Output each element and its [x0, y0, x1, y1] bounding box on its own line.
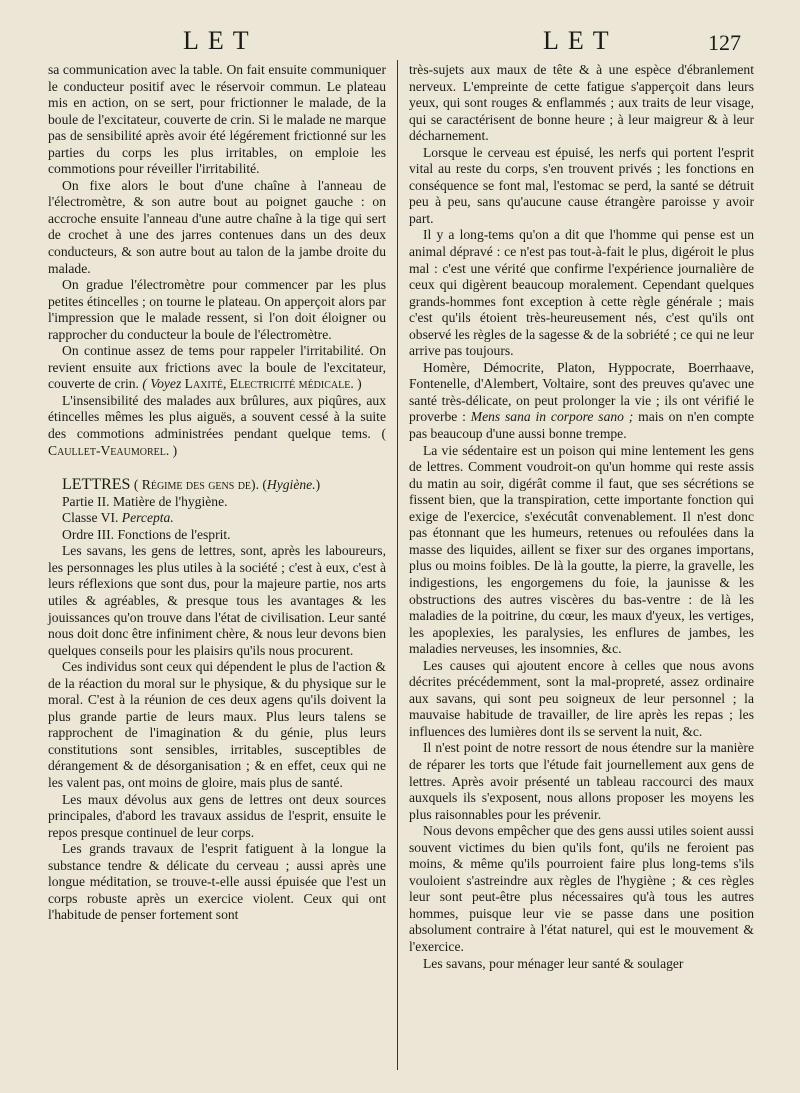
classification-ordre: Ordre III. Fonctions de l'esprit. [62, 526, 231, 542]
paragraph: Lorsque le cerveau est épuisé, les nerfs qui portent l'esprit vital au reste du corps, s'en trouvent privés ; les fonctions en conséquence se font mal, l'estomac se perd, la santé se détruit peu à peu, sans qu'aucune cause étrangère paroisse y avoir part. [409, 144, 754, 226]
paragraph: sa communication avec la table. On fait ensuite communiquer le conducteur positif avec le réservoir commun. Le plateau mis en action, on se sert, pour frictionner le malade, de la boule de l'excitateur, couverte de crin. Si le malade ne marque pas de sensibilité après avoir été légérement frictionné sur les parties du corps les plus irritables, on emploie les commotions pour réveiller l'irritabilité. [48, 62, 386, 177]
paragraph: Les causes qui ajoutent encore à celles que nous avons décrites précédemment, sont la mal-propreté, assez ordinaire aux savans, qui sont peu soigneux de leur personnel ; la mauvaise habitude de travailler, de lire après les repas ; les influences des lumières dont ils se servent la nuit, &c. [409, 657, 754, 739]
latin-proverb: Mens sana in corpore sano ; [470, 409, 634, 425]
paragraph-text: mais on n'en compte pas beaucoup d'une aussi bonne trempe. [409, 409, 754, 442]
article-category: Hygiène. [266, 477, 316, 493]
paragraph: Les maux dévolus aux gens de lettres ont deux sources principales, d'abord les travaux assidus de l'esprit, ensuite le repos presque continuel de leur corps. [48, 791, 386, 840]
article-heading [48, 477, 386, 494]
paragraph [48, 393, 386, 459]
paragraph-text: Homère, Démocrite, Platon, Hyppocrate, Boerrhaave, Fontenelle, d'Alembert, Voltaire, sont des preuves qu'avec une santé très-délicate, on peut prolonger la vie ; ils ont vérifié le proverbe : [409, 359, 754, 425]
paragraph: La vie sédentaire est un poison qui mine lentement les gens de lettres. Comment voudroit-on qu'un homme qui reste assis du matin au soir, digérât comme il faut, que ses sécrétions se fissent bien, que la transpiration, cette importante fonction qui exige de l'exercice, s'exécutât convenablement. Il n'est donc pas étonnant que les humeurs, retenues ou refoulées dans la masse des liquides, aillent se fixer sur des organes importans, plus ou moins foibles. De là la goutte, la pierre, la gravelle, les indigestions, les engorgemens du foie, la jaunisse & les obstructions des autres viscères du bas-ventre : de là les maladies de la poitrine, du cœur, les maux d'yeux, les vertiges, les apoplexies, les paralysies, les enflures de jambes, les maladies nerveuses, les insomnies, &c. [409, 442, 754, 657]
heading-paren: ) [315, 477, 321, 493]
paragraph: Il y a long-tems qu'on a dit que l'homme qui pense est un animal dépravé : ce n'est pas tout-à-fait le plus, digéroit le plus mal : c'est une vérité que confirme l'expérience journalière de ceux qui digèrent beaucoup moralement. Cependant quelques grands-hommes font exception à cette règle générale ; mais c'est qu'ils étoient très-heureusement nés, c'est qu'ils ont observé les règles de la sagesse & de la sobriété ; ce qui ne leur arrive pas toujours. [409, 227, 754, 359]
paragraph: Les savans, les gens de lettres, sont, après les laboureurs, les personnages les plus utiles à la société ; c'est à eux, c'est à leurs réflexions que sont dus, pour la majeure partie, nos arts utiles & agréables, & presque tous les avantages & les jouissances qu'on trouve dans l'état de civilisation. Leur santé nous doit donc être infiniment chère, & nous leur devons bien quelques conseils pour les plaisirs qu'ils nous procurent. [48, 543, 386, 658]
column-rule [397, 60, 398, 1070]
paragraph: Les grands travaux de l'esprit fatiguent à la longue la substance tendre & délicate du cerveau ; aussi après une longue méditation, se trouve-t-elle aussi épuisée que l'est un corps robuste après un exercice violent. Ceux qui ont l'habitude de penser fortement sont [48, 841, 386, 923]
article-title: LETTRES [62, 476, 131, 494]
paragraph-text: L'insensibilité des malades aux brûlures, aux piqûres, aux étincelles mêmes les plus aiguës, a souvent cessé à la suite des commotions administrées pendant quelque tems. ( [48, 392, 386, 442]
paragraph-text: On continue assez de tems pour rappeler l'irritabilité. On revient ensuite aux frictions avec la boule de l'excitateur, couverte de crin. [48, 343, 386, 392]
author-signature: Caullet-Veaumorel. [48, 442, 170, 458]
article-subject: Régime des gens de [141, 477, 252, 493]
classe-label: Classe VI. [62, 510, 119, 526]
article-title-line [48, 477, 386, 494]
paragraph: Ces individus sont ceux qui dépendent le plus de l'action & de la réaction du moral sur le physique, & du physique sur le moral. C'est à la réunion de ces deux agens qu'ils doivent la plus grande partie de leurs maux. Plus leurs talens se rapprochent de l'imagination & du génie, plus leurs constitutions sont sensibles, irritables, susceptibles de dérangement & de désorganisation ; & en effet, ceux qui ne les valent pas, ont moins de gloire, mais plus de santé. [48, 659, 386, 790]
header-left-word: LET [183, 26, 258, 55]
classification-classe [48, 510, 386, 527]
paragraph: très-sujets aux maux de tête & à une espèce d'ébranlement nerveux. L'empreinte de cette fatigue s'apperçoit dans leurs yeux, qui sont rouges & enflammés ; aux traits de leur visage, qui se caractérisent de bonne heure ; à leur maigreur & à leur décharnement. [409, 62, 754, 144]
page-number: 127 [708, 30, 741, 55]
classe-value: Percepta. [121, 510, 174, 526]
reference-close: ) [357, 376, 362, 392]
paragraph [409, 360, 754, 443]
right-column [409, 62, 754, 972]
paragraph: On gradue l'électromètre pour commencer par les plus petites étincelles ; on tourne le plateau. On apperçoit alors par l'impression que le malade ressent, si l'on doit éloigner ou rapprocher du conducteur la boule de l'électromètre. [48, 277, 386, 342]
paragraph: Nous devons empêcher que des gens aussi utiles soient aussi souvent victimes du bien qu'ils font, qu'ils ne feroient pas moins, & même qu'ils pourroient faire plus long-tems s'ils vouloient s'astreindre aux règles de l'hygiène ; & ces règles leur sont peut-être plus nécessaires qu'à tous les autres hommes, puisque leur vie se passe dans une position absolument contraire à l'état naturel, qui est le mouvement & l'exercice. [409, 823, 754, 954]
heading-paren: ( [133, 477, 139, 493]
paragraph [48, 343, 386, 393]
left-column [48, 62, 386, 924]
paragraph: Les savans, pour ménager leur santé & soulager [423, 955, 684, 971]
see-reference: ( Voyez [142, 376, 182, 392]
signature-close: ) [172, 442, 178, 458]
heading-paren: ). ( [251, 477, 267, 493]
running-header [0, 26, 800, 66]
paragraph: On fixe alors le bout d'une chaîne à l'anneau de l'électromètre, & son autre bout au poignet gauche : on accroche ensuite l'anneau d'une autre chaîne à la tige qui sert de crochet à une des jarres contenues dans un des deux conducteurs, & son autre bout au talon de la jambe droite du malade. [48, 177, 386, 276]
paragraph: Il n'est point de notre ressort de nous étendre sur la manière de réparer les torts que l'étude fait journellement aux gens de lettres. Après avoir présenté un tableau raccourci des maux auxquels ils s'exposent, nous allons proposer les moyens les plus raisonnables pour les prévenir. [409, 740, 754, 822]
header-right-word: LET [543, 26, 618, 55]
classification-partie: Partie II. Matière de l'hygiène. [62, 493, 228, 509]
cross-reference: Laxité, Electricité médicale. [184, 376, 354, 392]
